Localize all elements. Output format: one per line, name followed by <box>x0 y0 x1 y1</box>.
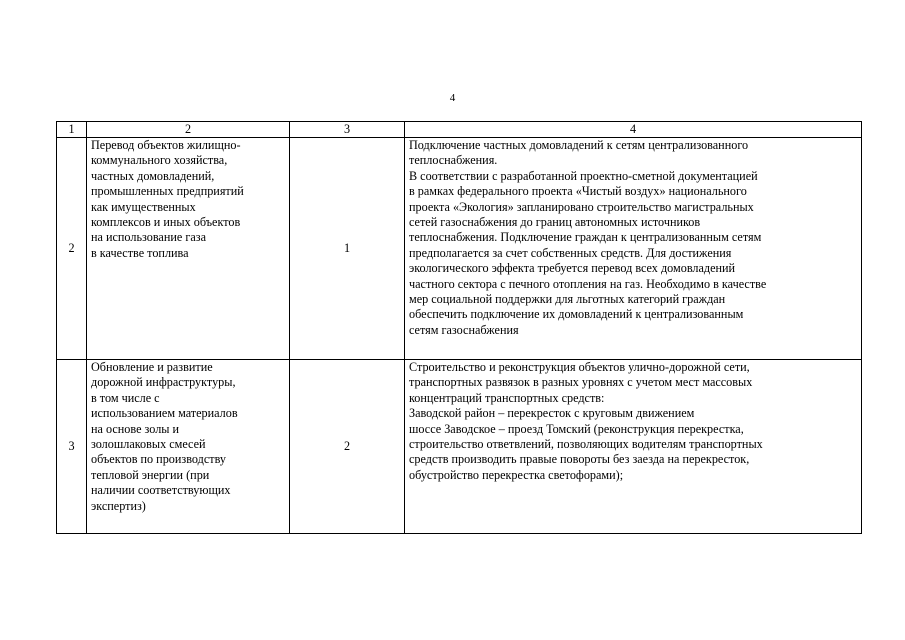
table-header-row <box>57 122 862 138</box>
measure-description: Перевод объектов жилищно- коммунального хозяйства, частных домовладений, промышленных предприятий как имущественных комплексов и иных объектов на использование газа в качестве топлива <box>87 138 290 360</box>
measure-details: Строительство и реконструкция объектов улично-дорожной сети, транспортных развязок в разных уровнях с учетом мест массовых концентраций транспортных средств: Заводской район – перекресток с круговым движением шоссе Заводское – проезд Томский (реконструкция перекрестка, строительство ответвлений, позволяющих водителям транспортных средств производить правые повороты без заезда на перекресток, обустройство перекрестка светофорами); <box>405 360 862 534</box>
page-number: 4 <box>449 92 456 104</box>
measures-table <box>56 121 862 534</box>
column-header-4: 4 <box>405 122 862 138</box>
row-index: 2 <box>57 138 87 360</box>
measure-priority: 1 <box>290 138 405 360</box>
measure-description: Обновление и развитие дорожной инфраструктуры, в том числе с использованием материалов на основе золы и золошлаковых смесей объектов по производству тепловой энергии (при наличии соответствующих экспертиз) <box>87 360 290 534</box>
measure-details: Подключение частных домовладений к сетям централизованного теплоснабжения. В соответствии с разработанной проектно-сметной документацией в рамках федерального проекта «Чистый воздух» национального проекта «Экология» запланировано строительство магистральных сетей газоснабжения до границ автономных источников теплоснабжения. Подключение граждан к централизованным сетям предполагается за счет собственных средств. Для достижения экологического эффекта требуется перевод всех домовладений частного сектора с печного отопления на газ. Необходимо в качестве мер социальной поддержки для льготных категорий граждан обеспечить подключение их домовладений к централизованным сетям газоснабжения <box>405 138 862 360</box>
table-row <box>57 138 862 360</box>
column-header-1: 1 <box>57 122 87 138</box>
table-row <box>57 360 862 534</box>
column-header-3: 3 <box>290 122 405 138</box>
row-index: 3 <box>57 360 87 534</box>
measure-priority: 2 <box>290 360 405 534</box>
column-header-2: 2 <box>87 122 290 138</box>
